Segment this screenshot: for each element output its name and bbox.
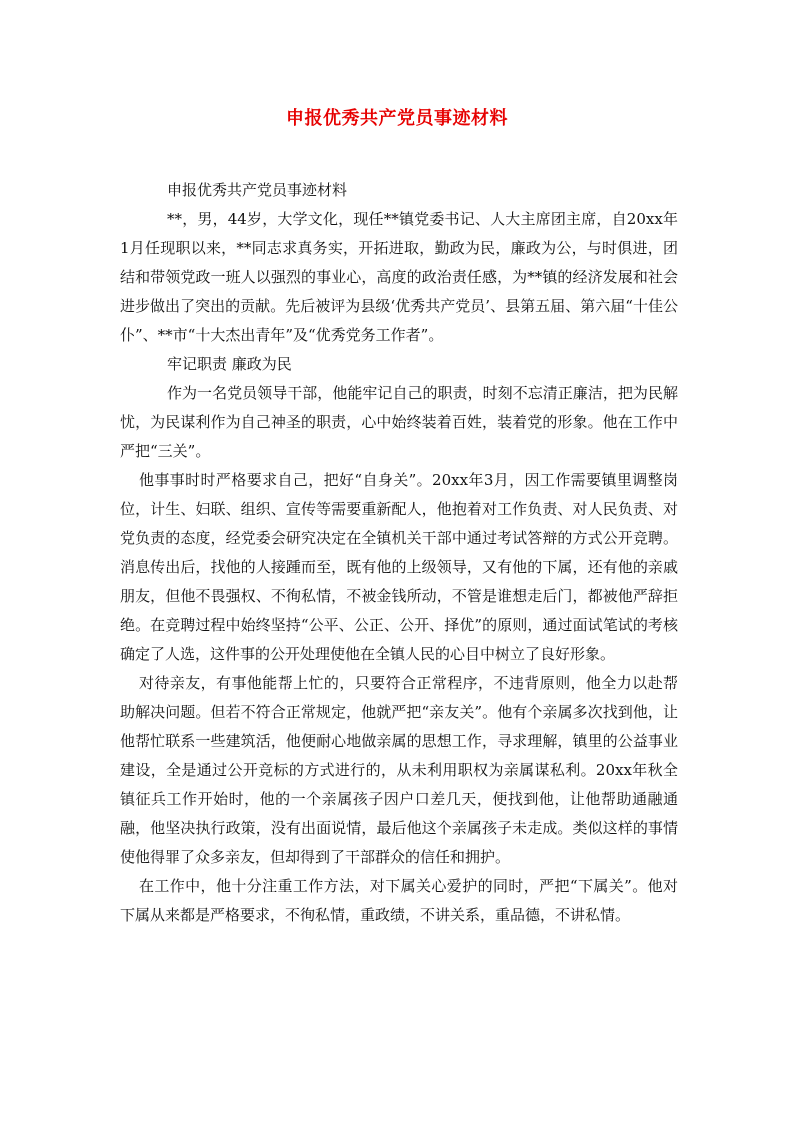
paragraph-subtitle: 申报优秀共产党员事迹材料 bbox=[167, 181, 348, 199]
paragraph-self: 他事事时时严格要求自己，把好“自身关”。20xx年3月，因工作需要镇里调整岗位，计生、妇联、组织、宣传等需要重新配人，他抱着对工作负责、对人民负责、对党负责的态度，经党委会研究决定在全镇机关干部中通过考试答辩的方式公开竞聘。消息传出后，找他的人接踵而至，既有他的上级领导，又有他的下属，还有他的亲戚朋友，但他不畏强权、不徇私情，不被金钱所动，不管是谁想走后门，都被他严辞拒绝。在竞聘过程中始终坚持“公平、公正、公开、择优”的原则，通过面试笔试的考核确定了人选，这件事的公开处理使他在全镇人民的心目中树立了良好形象。 bbox=[120, 471, 678, 663]
paragraph-duty: 作为一名党员领导干部，他能牢记自己的职责，时刻不忘清正廉洁，把为民解忧，为民谋利作为自己神圣的职责，心中始终装着百姓，装着党的形象。他在工作中严把“三关”。 bbox=[120, 384, 678, 460]
section-heading: 牢记职责 廉政为民 bbox=[167, 355, 292, 373]
paragraph-intro: **，男，44岁，大学文化，现任**镇党委书记、人大主席团主席，自20xx年1月任现职以来，**同志求真务实，开拓进取，勤政为民，廉政为公，与时俱进，团结和带领党政一班人以强烈的事业心，高度的政治责任感，为**镇的经济发展和社会进步做出了突出的贡献。先后被评为县级‘优秀共产党员’、县第五届、第六届“十佳公仆”、**市“十大杰出青年”及“优秀党务工作者”。 bbox=[120, 210, 678, 344]
paragraph-relatives: 对待亲友，有事他能帮上忙的，只要符合正常程序，不违背原则，他全力以赴帮助解决问题。但若不符合正常规定，他就严把“亲友关”。他有个亲属多次找到他，让他帮忙联系一些建筑活，他便耐心地做亲属的思想工作，寻求理解，镇里的公益事业建设，全是通过公开竞标的方式进行的，从未利用职权为亲属谋私利。20xx年秋全镇征兵工作开始时，他的一个亲属孩子因户口差几天，便找到他，让他帮助通融通融，他坚决执行政策，没有出面说情，最后他这个亲属孩子未走成。类似这样的事情使他得罪了众多亲友，但却得到了干部群众的信任和拥护。 bbox=[120, 674, 678, 866]
paragraph-subordinates: 在工作中，他十分注重工作方法，对下属关心爱护的同时，严把“下属关”。他对下属从来都是严格要求，不徇私情，重政绩，不讲关系，重品德，不讲私情。 bbox=[120, 877, 678, 924]
document-body bbox=[120, 176, 678, 930]
document-title: 申报优秀共产党员事迹材料 bbox=[286, 108, 508, 129]
